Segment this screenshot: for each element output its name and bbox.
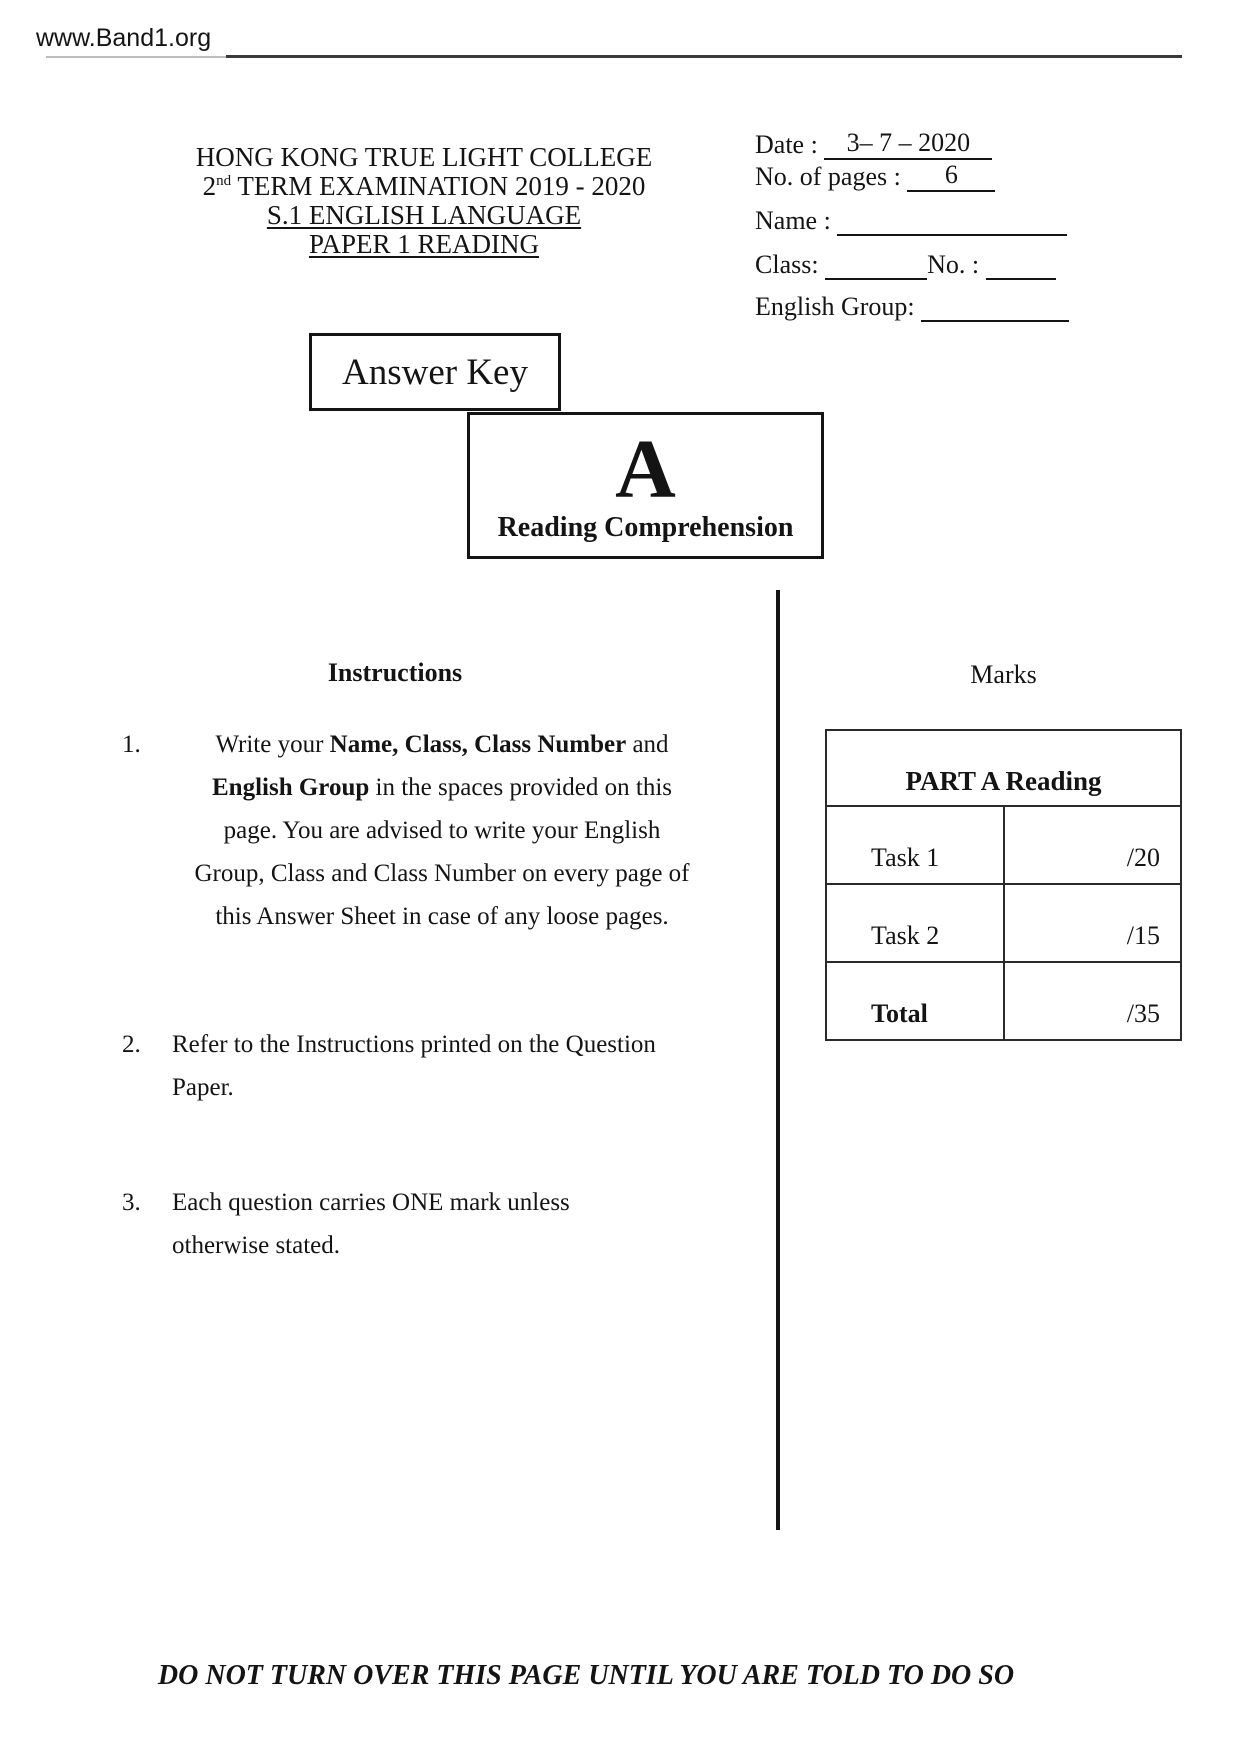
exam-term-line: 2nd TERM EXAMINATION 2019 - 2020 [202,171,646,201]
subject-line: S.1 ENGLISH LANGUAGE [266,200,582,230]
table-row [826,884,1181,962]
do-not-turn-over-warning: DO NOT TURN OVER THIS PAGE UNTIL YOU ARE TOLD TO DO SO [157,1660,1015,1691]
marks-table [825,729,1182,1041]
task-1-label: Task 1 [826,806,1004,884]
instruction-item-3 [122,1181,742,1267]
class-label: Class: [755,250,819,279]
english-group-blank-field [921,290,1069,322]
marks-table-header-row [826,730,1181,806]
section-title: Reading Comprehension [497,511,794,543]
instruction-text: Refer to the Instructions printed on the Question Paper. [172,1031,656,1101]
instruction-item-1 [122,723,742,938]
name-blank-field [837,204,1067,236]
pages-value-field: 6 [907,160,995,192]
instruction-number: 3. [122,1189,141,1216]
instruction-text: Write your Name, Class, Class Number and English Group in the spaces provided on this page. You are advised to write your English Group, Class and Class Number on every page of this Answer Sheet in case of any loose pages. [194,731,690,930]
english-group-row [755,290,1069,322]
answer-key-box [309,333,561,411]
class-number-blank-field [986,248,1056,280]
instructions-title: Instructions [327,658,463,687]
answer-key-label: Answer Key [342,351,528,393]
school-name: HONG KONG TRUE LIGHT COLLEGE [195,142,653,172]
english-group-label: English Group: [755,292,915,321]
total-label: Total [826,962,1004,1040]
top-rule [226,55,1182,58]
name-label: Name : [755,206,831,235]
vertical-divider [776,590,780,1530]
date-label: Date : [755,130,818,159]
task-2-label: Task 2 [826,884,1004,962]
instruction-number: 2. [122,1031,141,1058]
instruction-text: Each question carries ONE mark unless otherwise stated. [172,1189,570,1259]
instruction-item-2 [122,1023,742,1109]
table-row-total [826,962,1181,1040]
pages-label: No. of pages : [755,162,901,191]
date-row [755,128,992,160]
task-1-score: /20 [1004,806,1182,884]
task-2-score: /15 [1004,884,1182,962]
name-row [755,204,1067,236]
top-rule-light-segment [46,56,226,58]
section-letter: A [615,422,676,516]
section-a-box [467,412,824,559]
date-value-field: 3– 7 – 2020 [824,128,992,160]
total-score: /35 [1004,962,1182,1040]
ordinal-superscript: nd [216,173,232,189]
marks-label: Marks [970,660,1037,689]
class-row [755,248,1056,280]
class-blank-field [825,248,927,280]
watermark-site-text: www.Band1.org [36,24,212,52]
paper-line: PAPER 1 READING [308,229,540,259]
marks-table-header: PART A Reading [826,730,1181,806]
instruction-number: 1. [122,731,141,758]
pages-row [755,160,995,192]
table-row [826,806,1181,884]
school-header [168,143,680,259]
class-number-label: No. : [927,250,980,279]
